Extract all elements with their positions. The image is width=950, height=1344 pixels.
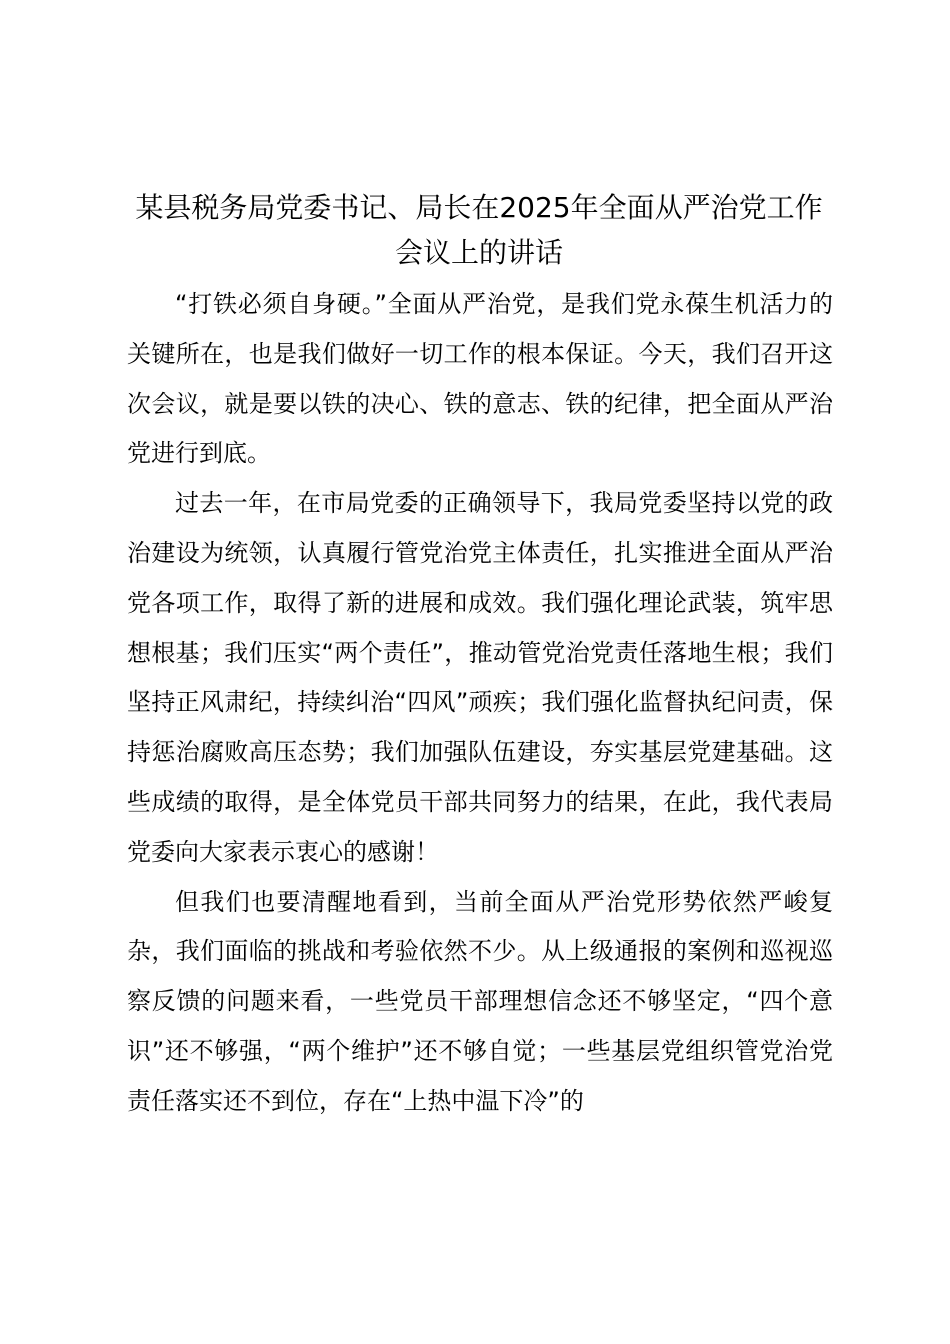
paragraph-3: 但我们也要清醒地看到，当前全面从严治党形势依然严峻复杂，我们面临的挑战和考验依然不少。从上级通报的案例和巡视巡察反馈的问题来看，一些党员干部理想信念还不够坚定，“四个意识”还不够强，“两个维护”还不够自觉；一些基层党组织管党治党责任落实还不到位，存在“上热中温下冷”的 xyxy=(127,887,833,1115)
document-body xyxy=(127,280,833,1127)
document-title: 某县税务局党委书记、局长在2025年全面从严治党工作会议上的讲话 xyxy=(135,191,823,269)
paragraph-1: “打铁必须自身硬。”全面从严治党，是我们党永葆生机活力的关键所在，也是我们做好一切工作的根本保证。今天，我们召开这次会议，就是要以铁的决心、铁的意志、铁的纪律，把全面从严治党进行到底。 xyxy=(127,290,833,468)
paragraph-2: 过去一年，在市局党委的正确领导下，我局党委坚持以党的政治建设为统领，认真履行管党治党主体责任，扎实推进全面从严治党各项工作，取得了新的进展和成效。我们强化理论武装，筑牢思想根基；我们压实“两个责任”，推动管党治党责任落地生根；我们坚持正风肃纪，持续纠治“四风”顽疾；我们强化监督执纪问责，保持惩治腐败高压态势；我们加强队伍建设，夯实基层党建基础。这些成绩的取得，是全体党员干部共同努力的结果，在此，我代表局党委向大家表示衷心的感谢！ xyxy=(127,489,833,866)
